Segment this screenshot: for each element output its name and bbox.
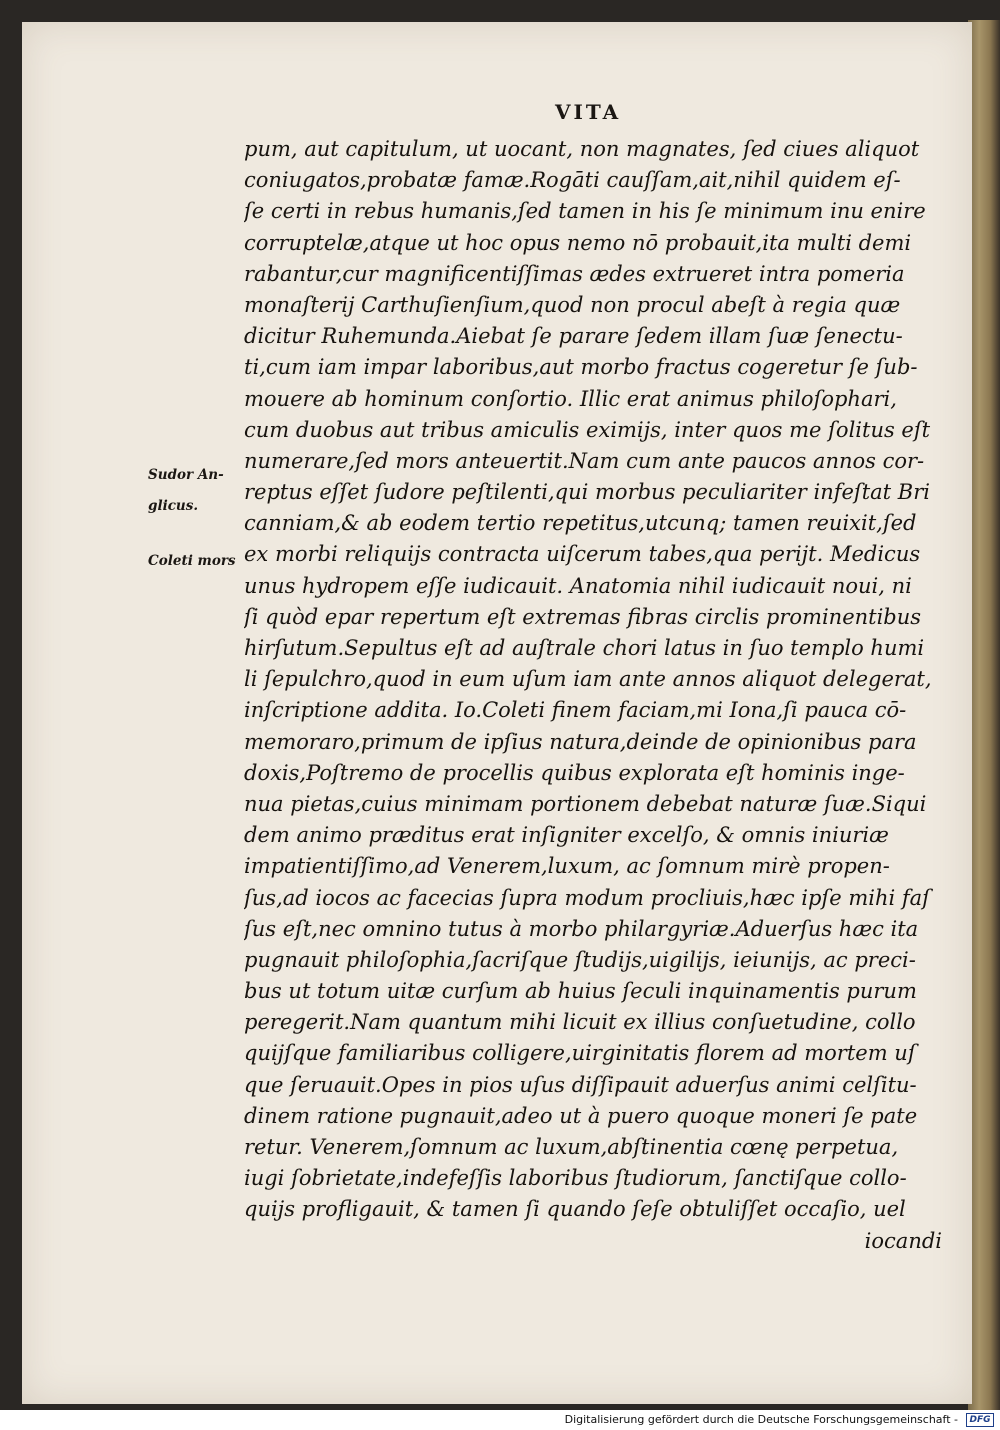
text-line: inſcriptione addita. Io.Coleti finem faciam,mi Iona,ſi pauca cō- [244, 698, 907, 723]
text-line: ſus eſt,nec omnino tutus à morbo philargyriæ.Aduerſus hæc ita [244, 916, 919, 941]
text-line: cum duobus aut tribus amiculis eximijs, inter quos me ſolitus eſt [244, 417, 931, 442]
text-line: rabantur,cur magnificentiſſimas ædes extrueret intra pomeria [244, 261, 905, 286]
footer-credit: Digitalisierung gefördert durch die Deutsche Forschungsgemeinschaft - [564, 1413, 958, 1426]
text-line: canniam,& ab eodem tertio repetitus,utcunq; tamen reuixit,ſed [244, 511, 917, 536]
text-line: ſus,ad iocos ac facecias ſupra modum procliuis,hæc ipſe mihi faſ [244, 885, 930, 910]
text-line: memoraro,primum de ipſius natura,deinde de opinionibus para [244, 729, 917, 754]
text-line: ſi quòd epar repertum eſt extremas fibras circlis prominentibus [244, 604, 922, 629]
text-line: impatientiſſimo,ad Venerem,luxum, ac ſomnum mirè propen- [244, 854, 890, 879]
text-line: unus hydropem eſſe iudicauit. Anatomia nihil iudicauit noui, ni [244, 573, 912, 598]
text-line: peregerit.Nam quantum mihi licuit ex illius conſuetudine, collo [244, 1010, 916, 1035]
margin-note-sudor-1: Sudor An- [148, 467, 224, 483]
text-line: monaſterij Carthuſienſium,quod non procul abeſt à regia quæ [244, 292, 901, 317]
text-line: reptus eſſet ſudore peſtilenti,qui morbus peculiariter infeſtat Bri [244, 480, 930, 505]
catchword: iocandi [864, 1228, 942, 1253]
running-head: VITA [555, 100, 622, 124]
margin-note-coleti: Coleti mors [148, 553, 236, 569]
footer-bar [0, 1410, 1000, 1430]
text-line: dem animo præditus erat inſigniter excelſo, & omnis iniuriæ [244, 823, 889, 848]
text-line: ſe certi in rebus humanis,ſed tamen in his ſe minimum inu enire [244, 199, 926, 224]
text-line: nua pietas,cuius minimam portionem debebat naturæ ſuæ.Siqui [244, 791, 927, 816]
text-line: iugi ſobrietate,indefeſſis laboribus ſtudiorum, ſanctiſque collo- [244, 1166, 907, 1191]
text-line: bus ut totum uitæ curſum ab huius ſeculi inquinamentis purum [244, 979, 917, 1004]
text-line: hirſutum.Sepultus eſt ad auſtrale chori latus in ſuo templo humi [244, 636, 925, 660]
text-line: mouere ab hominum conſortio. Illic erat animus philoſophari, [244, 386, 897, 411]
dfg-logo-icon: DFG [966, 1413, 994, 1427]
text-line: quijſque familiaribus colligere,uirginitatis florem ad mortem uſ [244, 1041, 916, 1066]
margin-note-sudor-2: glicus. [148, 498, 199, 514]
text-line: pum, aut capitulum, ut uocant, non magnates, ſed ciues aliquot [244, 137, 920, 161]
text-line: ti,cum iam impar laboribus,aut morbo fractus cogeretur ſe ſub- [244, 355, 918, 380]
text-line: pugnauit philoſophia,ſacriſque ſtudijs,uigilijs, ieiunijs, ac preci- [244, 947, 916, 972]
text-line: que ſeruauit.Opes in pios uſus diſſipauit aduerſus animi celſitu- [244, 1072, 917, 1097]
text-line: coniugatos,probatæ famæ.Rogāti cauſſam,ait,nihil quidem eſ- [244, 168, 901, 193]
text-line: doxis,Poſtremo de procellis quibus explorata eſt hominis inge- [244, 760, 905, 785]
text-line: ex morbi reliquijs contracta uiſcerum tabes,qua perijt. Medicus [244, 542, 921, 567]
text-line: li ſepulchro,quod in eum uſum iam ante annos aliquot delegerat, [244, 667, 932, 692]
text-line: quijs profligauit, & tamen ſi quando ſeſe obtuliſſet occaſio, uel [244, 1197, 906, 1222]
text-line: dinem ratione pugnauit,adeo ut à puero quoque moneri ſe pate [244, 1103, 918, 1128]
text-line: dicitur Ruhemunda.Aiebat ſe parare ſedem illam ſuæ ſenectu- [244, 324, 903, 349]
body-text [244, 134, 956, 1257]
book-edge [968, 20, 1000, 1410]
text-line: retur. Venerem,ſomnum ac luxum,abſtinentia cœnę perpetua, [244, 1135, 899, 1159]
text-line: corruptelæ,atque ut hoc opus nemo nō probauit,ita multi demi [244, 230, 912, 255]
text-line: numerare,ſed mors anteuertit.Nam cum ante paucos annos cor- [244, 448, 925, 473]
